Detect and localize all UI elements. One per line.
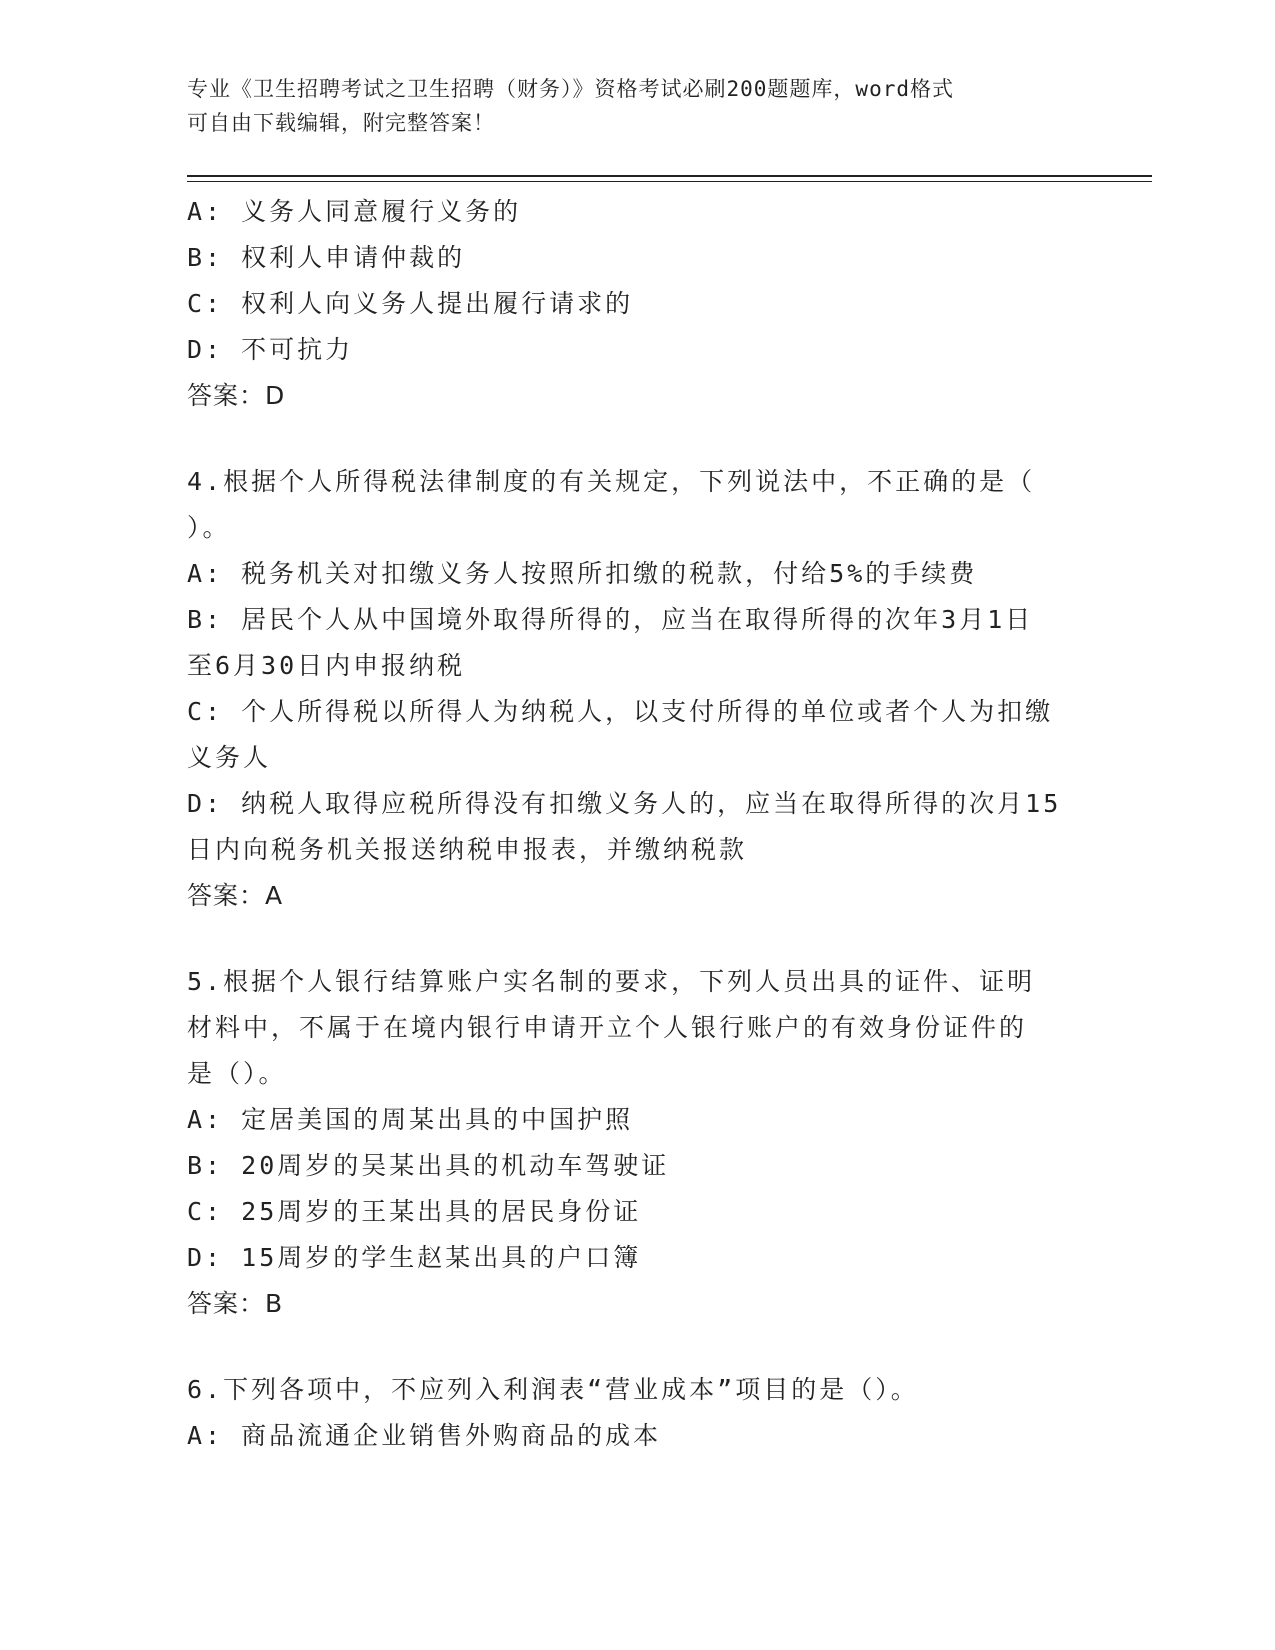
option-a: A: 商品流通企业销售外购商品的成本 (187, 1421, 662, 1450)
question-content (187, 189, 1082, 1459)
answer-label: 答案：D (187, 381, 286, 410)
option-b: B: 20周岁的吴某出具的机动车驾驶证 (187, 1151, 670, 1180)
option-d: D: 不可抗力 (187, 335, 354, 364)
header-divider-thick (187, 175, 1152, 177)
option-b-continued: 至6月30日内申报纳税 (187, 651, 466, 680)
option-c: C: 25周岁的王某出具的居民身份证 (187, 1197, 642, 1226)
question-stem-line: 4.根据个人所得税法律制度的有关规定，下列说法中，不正确的是（ (187, 467, 1036, 496)
header-title-line-2: 可自由下载编辑，附完整答案！ (187, 111, 495, 135)
question-3 (187, 189, 1082, 419)
option-d: D: 纳税人取得应税所得没有扣缴义务人的，应当在取得所得的次月15 (187, 789, 1062, 818)
question-stem-line: ）。 (187, 513, 231, 542)
option-b: B: 权利人申请仲裁的 (187, 243, 466, 272)
question-stem-line: 6.下列各项中，不应列入利润表“营业成本”项目的是（）。 (187, 1375, 919, 1404)
header-divider-thin (187, 181, 1152, 182)
option-a: A: 定居美国的周某出具的中国护照 (187, 1105, 634, 1134)
answer-label: 答案：A (187, 881, 284, 910)
question-6 (187, 1367, 1082, 1459)
question-5 (187, 959, 1082, 1327)
question-4 (187, 459, 1082, 919)
question-stem-line: 是（）。 (187, 1059, 287, 1088)
option-a: A: 税务机关对扣缴义务人按照所扣缴的税款，付给5%的手续费 (187, 559, 978, 588)
option-b: B: 居民个人从中国境外取得所得的，应当在取得所得的次年3月1日 (187, 605, 1034, 634)
answer-label: 答案：B (187, 1289, 284, 1318)
header-title-line-1: 专业《卫生招聘考试之卫生招聘（财务）》资格考试必刷200题题库，word格式 (187, 77, 954, 101)
option-c-continued: 义务人 (187, 743, 272, 772)
option-d-continued: 日内向税务机关报送纳税申报表，并缴纳税款 (187, 835, 748, 864)
spacer (187, 419, 1082, 459)
option-a: A: 义务人同意履行义务的 (187, 197, 522, 226)
document-header (187, 72, 1067, 140)
option-c: C: 个人所得税以所得人为纳税人，以支付所得的单位或者个人为扣缴 (187, 697, 1054, 726)
spacer (187, 1327, 1082, 1367)
question-stem-line: 材料中，不属于在境内银行申请开立个人银行账户的有效身份证件的 (187, 1013, 1028, 1042)
option-c: C: 权利人向义务人提出履行请求的 (187, 289, 634, 318)
question-stem-line: 5.根据个人银行结算账户实名制的要求，下列人员出具的证件、证明 (187, 967, 1036, 996)
option-d: D: 15周岁的学生赵某出具的户口簿 (187, 1243, 642, 1272)
spacer (187, 919, 1082, 959)
